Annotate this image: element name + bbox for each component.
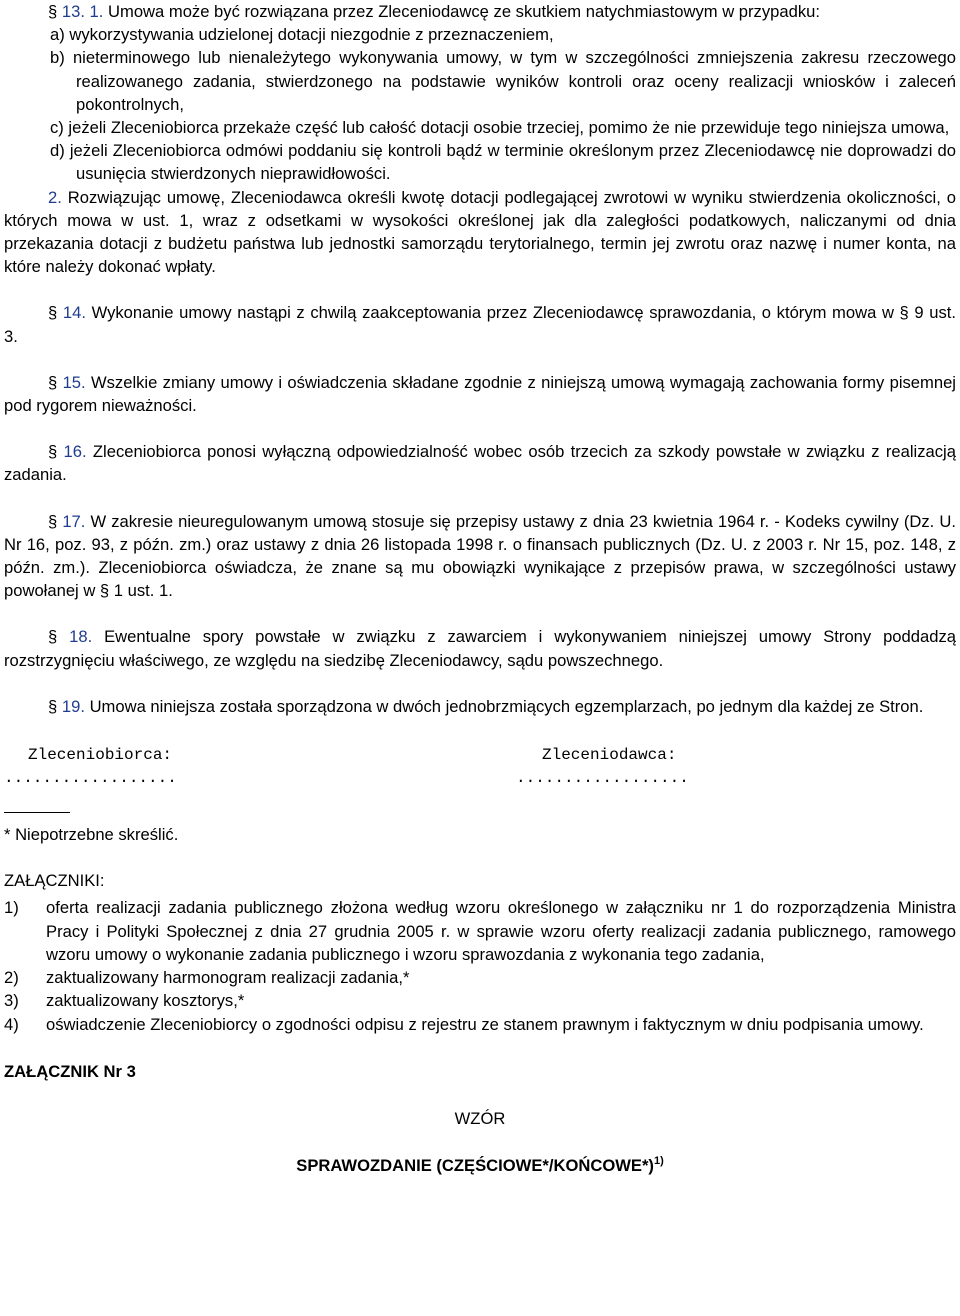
section-symbol: §	[48, 511, 58, 531]
section-15-text: Wszelkie zmiany umowy i oświadczenia składane zgodnie z niniejszą umową wymagają zachowania formy pisemnej pod rygorem nieważności.	[4, 372, 956, 416]
signature-line-principal: ..................	[516, 769, 689, 788]
footnote-divider	[4, 812, 70, 813]
section-symbol: §	[48, 303, 58, 323]
section-17-number: 17.	[62, 511, 86, 531]
attachment-number: 1)	[4, 898, 19, 918]
report-title-footnote-ref: 1)	[653, 1155, 664, 1168]
section-13-item-b: b) nieterminowego lub nienależytego wykonywania umowy, w tym w szczególności zmniejszenia zakresu rzeczowego realizowanego zadania, stwierdzonego na podstawie wyników kontroli oraz oceny realizacji wniosków i zaleceń pokontrolnych,	[50, 48, 956, 114]
section-19-number: 19.	[61, 696, 85, 716]
section-18	[4, 625, 956, 671]
section-15	[4, 371, 956, 417]
section-14-text: Wykonanie umowy nastąpi z chwilą zaakceptowania przez Zleceniodawcę sprawozdania, o którym mowa w § 9 ust. 3.	[4, 303, 956, 346]
signature-label-principal: Zleceniodawca:	[542, 746, 677, 765]
section-13-item-d: d) jeżeli Zleceniobiorca odmówi poddaniu się kontroli bądź w terminie określonym przez Zleceniodawcę nie doprowadzi do usunięcia stwierdzonych nieprawidłowości.	[50, 141, 956, 184]
attachment-number: 4)	[4, 1014, 19, 1034]
section-13-p2-text: Rozwiązując umowę, Zleceniodawca określi kwotę dotacji podlegającej zwrotowi w wyniku stwierdzenia okoliczności, o których mowa w ust. 1, wraz z odsetkami w wysokości określonej jak dla zaległości podatkowych, naliczanymi od dnia przekazania dotacji z budżetu państwa lub jednostki samorządu terytorialnego, termin jej zwrotu oraz nazwę i numer konta, na które należy dokonać wpłaty.	[4, 187, 956, 277]
section-18-number: 18.	[69, 627, 93, 647]
section-18-text: Ewentualne spory powstałe w związku z zawarciem i wykonywaniem niniejszej umowy Strony poddadzą rozstrzygnięciu właściwego, ze względu na siedzibę Zleceniodawcy, sądu powszechnego.	[4, 627, 956, 670]
section-15-number: 15.	[62, 372, 86, 392]
section-13-items	[4, 23, 956, 185]
attachment-text: oświadczenie Zleceniobiorcy o zgodności odpisu z rejestru ze stanem prawnym i faktycznym w dniu podpisania umowy.	[46, 1014, 924, 1034]
section-19-text: Umowa niniejsza została sporządzona w dwóch jednobrzmiących egzemplarzach, po jednym dla każdej ze Stron.	[89, 696, 924, 716]
attachment-item	[4, 896, 956, 966]
attachments-heading: ZAŁĄCZNIKI:	[4, 871, 105, 891]
attachments-list	[4, 896, 956, 1035]
footnote: * Niepotrzebne skreślić.	[4, 825, 179, 845]
section-13-paragraph-2	[4, 186, 956, 279]
section-14-number: 14.	[62, 303, 86, 323]
section-19	[4, 695, 956, 718]
attachment-text: zaktualizowany harmonogram realizacji zadania,*	[46, 968, 410, 988]
attachment-number: 3)	[4, 991, 19, 1011]
section-16	[4, 440, 956, 486]
section-13	[4, 0, 956, 23]
attachment-item	[4, 966, 956, 989]
attachment-text: zaktualizowany kosztorys,*	[46, 991, 245, 1011]
attachment-text: oferta realizacji zadania publicznego złożona według wzoru określonego w załączniku nr 1 do rozporządzenia Ministra Pracy i Polityki Społecznej z dnia 27 grudnia 2005 r. w sprawie wzoru oferty realizacji zadania publicznego, ramowego wzoru umowy o wykonanie zadania publicznego i wzoru sprawozdania z wykonania tego zadania,	[46, 898, 956, 964]
annex-heading: ZAŁĄCZNIK Nr 3	[4, 1061, 136, 1081]
section-13-number: 13. 1.	[61, 2, 104, 21]
attachment-number: 2)	[4, 968, 19, 988]
section-13-item-a: a) wykorzystywania udzielonej dotacji niezgodnie z przeznaczeniem,	[50, 25, 554, 45]
section-17	[4, 510, 956, 603]
template-label: WZÓR	[454, 1108, 506, 1128]
section-14	[4, 301, 956, 347]
attachment-item	[4, 989, 956, 1012]
section-16-number: 16.	[63, 442, 87, 462]
report-title	[4, 1154, 956, 1177]
attachment-item	[4, 1013, 956, 1036]
section-symbol: §	[48, 372, 58, 392]
signature-block	[4, 744, 956, 790]
section-symbol: §	[48, 627, 58, 647]
section-13-p2-number: 2.	[48, 187, 62, 207]
section-symbol: §	[48, 442, 58, 462]
section-symbol: §	[48, 696, 58, 716]
section-17-text: W zakresie nieuregulowanym umową stosuje się przepisy ustawy z dnia 23 kwietnia 1964 r. - Kodeks cywilny (Dz. U. Nr 16, poz. 93, z późn. zm.) oraz ustawy z dnia 26 listopada 1998 r. o finansach publicznych (Dz. U. z 2003 r. Nr 15, poz. 148, z późn. zm.). Zleceniobiorca oświadcza, że znane są mu obowiązki wynikające z przepisów prawa, w szczególności ustawy powołanej w § 1 ust. 1.	[4, 511, 956, 601]
signature-line-contractor: ..................	[4, 769, 177, 788]
section-13-intro: Umowa może być rozwiązana przez Zleceniodawcę ze skutkiem natychmiastowym w przypadku:	[108, 2, 820, 21]
section-13-item-c: c) jeżeli Zleceniobiorca przekaże część lub całość dotacji osobie trzeciej, pomimo że nie przewiduje tego niniejsza umowa,	[50, 118, 950, 138]
section-16-text: Zleceniobiorca ponosi wyłączną odpowiedzialność wobec osób trzecich za szkody powstałe w związku z realizacją zadania.	[4, 442, 956, 485]
signature-label-contractor: Zleceniobiorca:	[28, 746, 173, 765]
report-title-text: SPRAWOZDANIE (CZĘŚCIOWE*/KOŃCOWE*)	[296, 1156, 654, 1176]
section-symbol: §	[48, 2, 58, 21]
